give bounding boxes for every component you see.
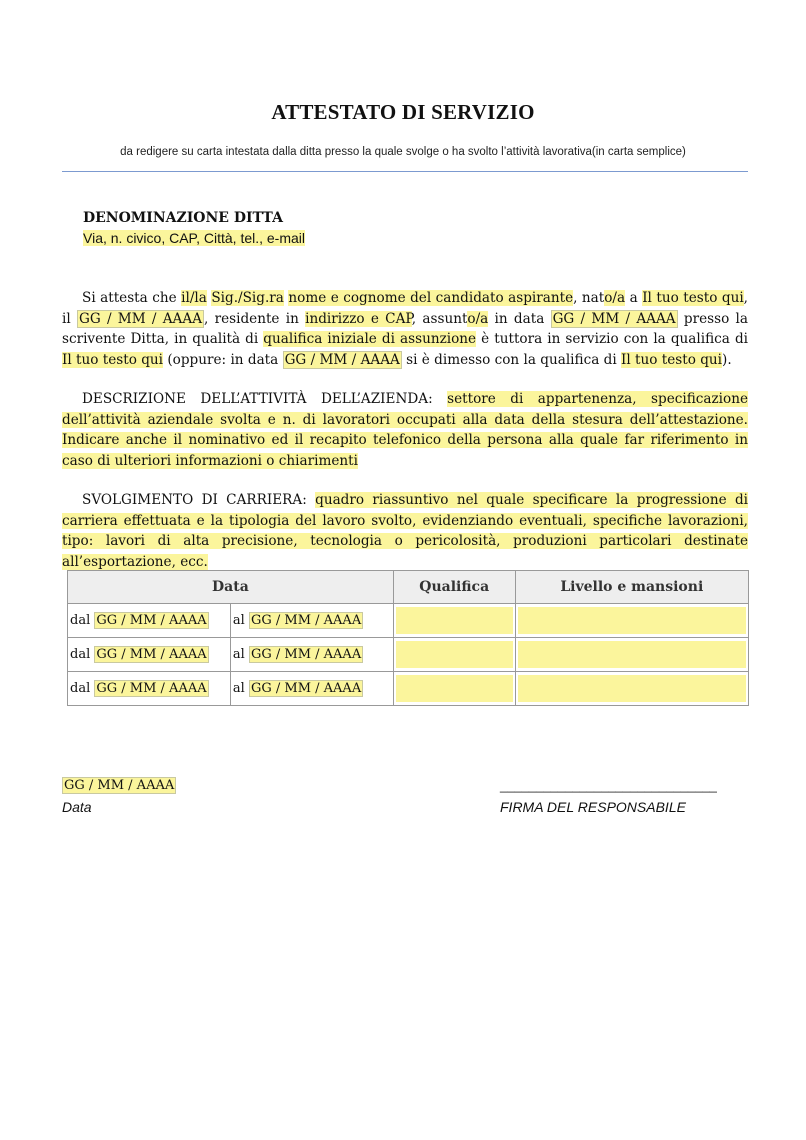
column-header-qualifica: Qualifica (393, 571, 515, 604)
table-row (68, 672, 749, 706)
qualifica-field[interactable] (396, 641, 513, 668)
career-table (67, 570, 749, 706)
qualifica-cell (393, 672, 515, 706)
to-date-field[interactable]: GG / MM / AAAA (250, 613, 362, 628)
livello-cell (515, 638, 748, 672)
date-label: Data (62, 799, 92, 815)
salutation-field[interactable]: Sig./Sig.ra (211, 290, 284, 306)
text-run: presso la scrivente Ditta, in qualità di (62, 310, 748, 347)
livello-field[interactable] (518, 675, 746, 702)
table-row (68, 604, 749, 638)
candidate-name-field[interactable]: nome e cognome del candidato aspirante (288, 290, 574, 306)
section-label: DESCRIZIONE DELL’ATTIVITÀ DELL’AZIENDA: (82, 391, 448, 407)
to-date-cell (230, 638, 393, 672)
text-run: , residente in (204, 310, 306, 327)
table-row (68, 638, 749, 672)
to-label: al (232, 613, 249, 628)
text-run: è tuttora in servizio con la qualifica di (476, 331, 748, 347)
from-date-field[interactable]: GG / MM / AAAA (96, 613, 207, 628)
document-title: ATTESTATO DI SERVIZIO (271, 100, 535, 124)
signature-line[interactable]: ______________________________ (500, 778, 717, 793)
from-date-cell (68, 638, 231, 672)
to-date-field[interactable]: GG / MM / AAAA (250, 681, 362, 696)
column-header-livello: Livello e mansioni (515, 571, 748, 604)
section-label: SVOLGIMENTO DI CARRIERA: (82, 492, 316, 508)
company-address-field[interactable]: Via, n. civico, CAP, Città, tel., e-mail (83, 230, 306, 246)
livello-field[interactable] (518, 641, 746, 668)
birth-date-field[interactable]: GG / MM / AAAA (78, 310, 203, 327)
career-description-field[interactable]: quadro riassuntivo nel quale specificare la progressione di carriera effettuata e la tipologia del lavoro svolto, evidenziando eventuali, specifiche lavorazioni, tipo: lavori di alta precisione, tecnologia o pericolosità, produzioni particolari destinate all’esportazione, ecc. (62, 492, 748, 570)
to-date-cell (230, 604, 393, 638)
date-block (62, 778, 176, 815)
signature-date-field[interactable]: GG / MM / AAAA (64, 778, 175, 793)
from-date-field[interactable]: GG / MM / AAAA (96, 647, 207, 662)
resignation-date-field[interactable]: GG / MM / AAAA (284, 351, 400, 368)
from-label: dal (70, 647, 95, 662)
from-label: dal (70, 681, 95, 696)
from-date-field[interactable]: GG / MM / AAAA (96, 681, 207, 696)
from-label: dal (70, 613, 95, 628)
text-run: Si attesta che (82, 290, 182, 306)
title-field[interactable]: il/la (181, 290, 207, 306)
text-run: ). (722, 351, 732, 368)
document-subtitle: da redigere su carta intestata dalla ditta presso la quale svolge o ha svolto l’attività lavorativa(in carta semplice) (120, 146, 686, 158)
qualifica-field[interactable] (396, 607, 513, 634)
qualifica-cell (393, 604, 515, 638)
gender-suffix-field[interactable]: o/a (604, 290, 626, 306)
table-header-row (68, 571, 749, 604)
header-divider (62, 171, 748, 172)
final-qualification-field[interactable]: Il tuo testo qui (621, 351, 723, 368)
to-label: al (232, 647, 249, 662)
attestation-paragraph (62, 288, 748, 370)
text-run: si è dimesso con la qualifica di (401, 351, 621, 368)
address-field[interactable]: indirizzo e CAP (305, 310, 412, 327)
from-date-cell (68, 604, 231, 638)
from-date-cell (68, 672, 231, 706)
text-run: , nat (573, 290, 605, 306)
to-date-field[interactable]: GG / MM / AAAA (250, 647, 362, 662)
career-paragraph (62, 490, 748, 572)
text-run: , assunt (411, 310, 468, 327)
text-run: in data (488, 310, 551, 327)
qualifica-cell (393, 638, 515, 672)
column-header-data: Data (68, 571, 394, 604)
livello-field[interactable] (518, 607, 746, 634)
livello-cell (515, 672, 748, 706)
birthplace-field[interactable]: Il tuo testo qui (642, 290, 744, 306)
gender-suffix-field[interactable]: o/a (467, 310, 489, 327)
qualifica-field[interactable] (396, 675, 513, 702)
to-date-cell (230, 672, 393, 706)
livello-cell (515, 604, 748, 638)
company-block (83, 210, 305, 246)
current-qualification-field[interactable]: Il tuo testo qui (62, 351, 164, 368)
text-run: , il (62, 290, 748, 327)
company-name: DENOMINAZIONE DITTA (83, 210, 283, 226)
company-description-field[interactable]: settore di appartenenza, specificazione dell’attività aziendale svolta e n. di lavoratori occupati alla data della stesura dell’attestazione. Indicare anche il nominativo ed il recapito telefonico della persona alla quale far riferimento in caso di ulteriori informazioni o chiarimenti (62, 391, 748, 469)
signature-label: FIRMA DEL RESPONSABILE (500, 799, 686, 815)
initial-qualification-field[interactable]: qualifica iniziale di assunzione (263, 331, 477, 347)
text-run: (oppure: in data (163, 351, 283, 368)
hire-date-field[interactable]: GG / MM / AAAA (552, 310, 676, 327)
signature-block (500, 778, 717, 815)
company-description-paragraph (62, 389, 748, 471)
to-label: al (232, 681, 249, 696)
text-run: a (625, 290, 643, 306)
